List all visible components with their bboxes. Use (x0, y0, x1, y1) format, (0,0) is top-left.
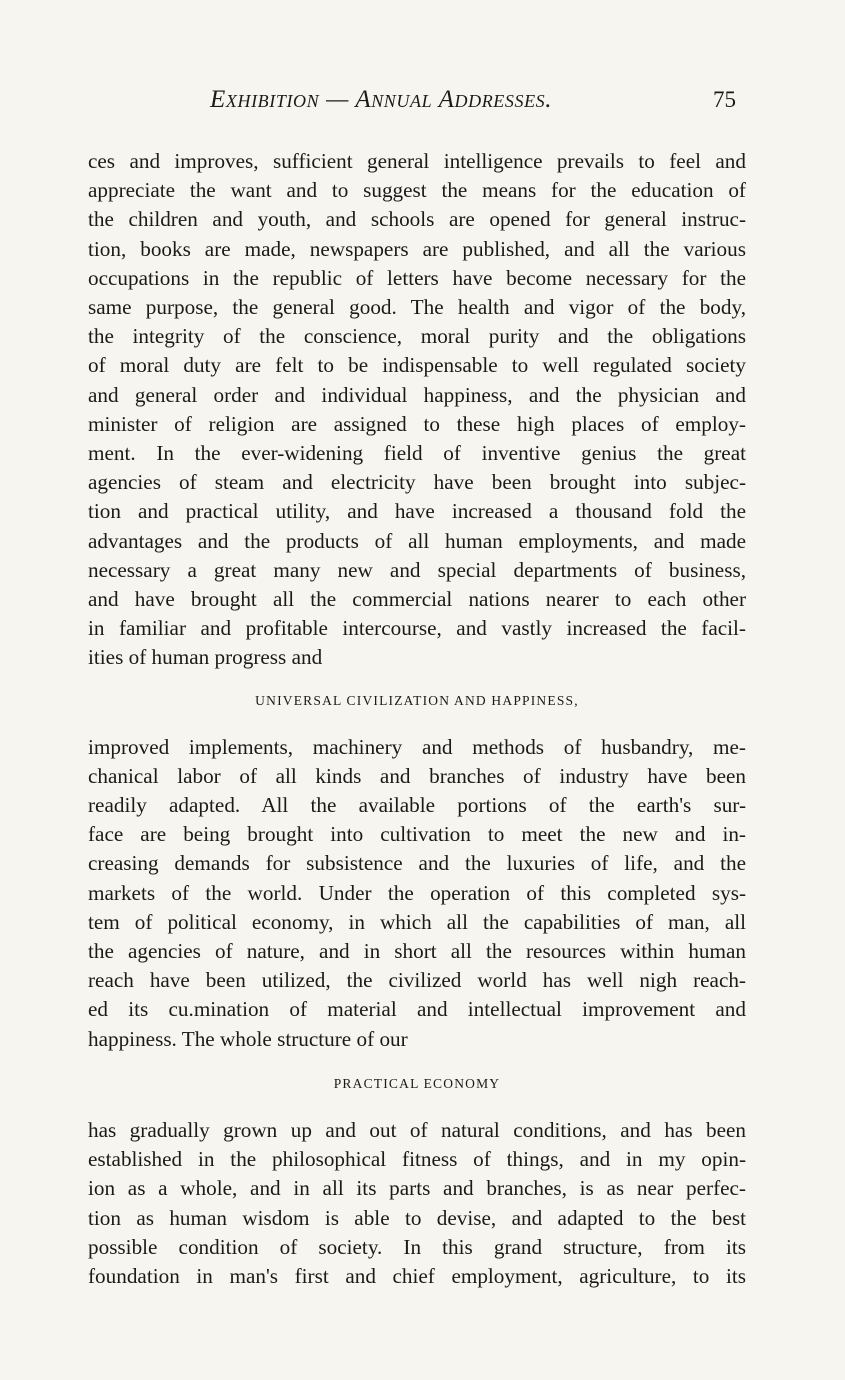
paragraph-1 (88, 147, 746, 673)
text-line: creasing demands for subsistence and the luxuries of life, and the (88, 851, 746, 876)
text-line: has gradually grown up and out of natural conditions, and has been (88, 1117, 746, 1142)
text-line: minister of religion are assigned to these high places of employ- (88, 411, 746, 436)
running-title: Exhibition — Annual Addresses. (210, 86, 553, 113)
text-line: readily adapted. All the available portions of the earth's sur- (88, 793, 746, 818)
text-line: markets of the world. Under the operation of this completed sys- (88, 880, 746, 905)
text-line: ion as a whole, and in all its parts and branches, is as near perfec- (88, 1176, 746, 1201)
text-line: occupations in the republic of letters have become necessary for the (88, 265, 746, 290)
text-line: reach have been utilized, the civilized world has well nigh reach- (88, 968, 746, 993)
text-line: ces and improves, sufficient general intelligence prevails to feel and (88, 149, 746, 173)
text-line: chanical labor of all kinds and branches of industry have been (88, 763, 746, 788)
section-subheading: UNIVERSAL CIVILIZATION AND HAPPINESS, (255, 692, 579, 708)
page-number: 75 (713, 87, 736, 112)
running-head (88, 86, 748, 122)
text-line: tem of political economy, in which all the capabilities of man, all (88, 909, 746, 934)
text-line: improved implements, machinery and methods of husbandry, me- (88, 734, 746, 759)
text-line: of moral duty are felt to be indispensable to well regulated society (88, 353, 746, 378)
text-line: foundation in man's first and chief employment, agriculture, to its (88, 1263, 746, 1288)
text-line: necessary a great many new and special departments of business, (88, 557, 746, 582)
paragraph-3 (88, 1116, 746, 1291)
text-line: the agencies of nature, and in short all the resources within human (88, 939, 746, 964)
paragraph-2 (88, 733, 746, 1054)
text-line: ed its cu.mination of material and intellectual improvement and (88, 997, 746, 1022)
text-line: ment. In the ever-widening field of inventive genius the great (88, 441, 746, 466)
text-line: tion and practical utility, and have increased a thousand fold the (88, 499, 746, 524)
text-line: agencies of steam and electricity have been brought into subjec- (88, 470, 746, 495)
text-line: ities of human progress and (88, 645, 323, 670)
text-line: established in the philosophical fitness of things, and in my opin- (88, 1147, 746, 1172)
text-line: same purpose, the general good. The health and vigor of the body, (88, 295, 746, 320)
section-subheading: PRACTICAL ECONOMY (333, 1075, 501, 1091)
text-line: in familiar and profitable intercourse, and vastly increased the facil- (88, 616, 746, 641)
text-line: advantages and the products of all human employments, and made (88, 528, 746, 553)
text-line: the integrity of the conscience, moral purity and the obligations (88, 324, 746, 349)
text-line: appreciate the want and to suggest the means for the education of (88, 178, 746, 203)
text-line: tion as human wisdom is able to devise, and adapted to the best (88, 1205, 746, 1230)
text-line: and general order and individual happiness, and the physician and (88, 382, 746, 407)
body-text (88, 147, 746, 1291)
text-line: happiness. The whole structure of our (88, 1026, 408, 1051)
text-line: tion, books are made, newspapers are published, and all the various (88, 236, 746, 261)
text-line: possible condition of society. In this grand structure, from its (88, 1234, 746, 1259)
text-line: face are being brought into cultivation to meet the new and in- (88, 822, 746, 847)
text-line: and have brought all the commercial nations nearer to each other (88, 587, 746, 612)
text-line: the children and youth, and schools are opened for general instruc- (88, 207, 746, 232)
